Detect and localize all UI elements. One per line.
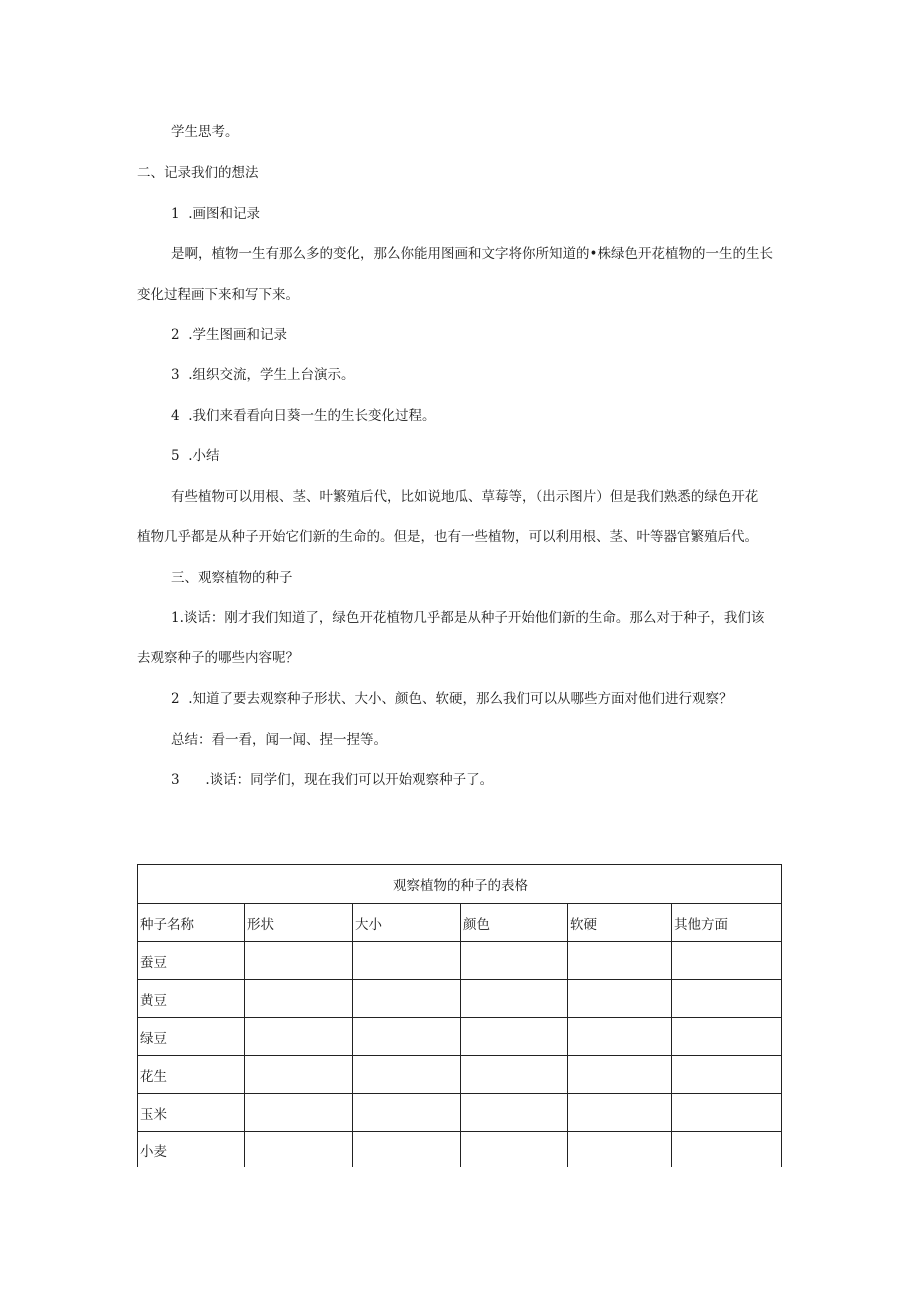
talk-3-number: 3 [171, 772, 180, 788]
heading-observe-seeds: 三、观察植物的种子 [171, 570, 293, 586]
empty-cell[interactable] [672, 1018, 782, 1056]
seed-observation-table [137, 864, 782, 1167]
table-row [138, 1094, 782, 1132]
empty-cell[interactable] [672, 942, 782, 980]
empty-cell[interactable] [568, 1018, 672, 1056]
paragraph-summary-line-2: 植物几乎都是从种子开始它们新的生命的。但是，也有一些植物，可以利用根、茎、叶等器官繁殖后代。 [137, 529, 758, 545]
talk-1-line-2: 去观察种子的哪些内容呢？ [137, 650, 299, 666]
step-5 [171, 447, 219, 465]
step-3-text: .组织交流，学生上台演示。 [188, 367, 355, 383]
step-4-number: 4 [171, 408, 180, 424]
step-2 [171, 326, 287, 344]
header-color: 颜色 [461, 904, 568, 942]
empty-cell[interactable] [672, 1132, 782, 1168]
empty-cell[interactable] [353, 1056, 461, 1094]
summary-line: 总结：看一看，闻一闻、捏一捏等。 [171, 732, 387, 748]
header-other: 其他方面 [672, 904, 782, 942]
empty-cell[interactable] [245, 1056, 353, 1094]
table-row [138, 942, 782, 980]
seed-name-cell: 花生 [138, 1056, 245, 1094]
empty-cell[interactable] [672, 1056, 782, 1094]
step-4-text: .我们来看看向日葵一生的生长变化过程。 [188, 408, 436, 424]
empty-cell[interactable] [568, 1094, 672, 1132]
talk-2-text: .知道了要去观察种子形状、大小、颜色、软硬，那么我们可以从哪些方面对他们进行观察？ [188, 691, 733, 707]
empty-cell[interactable] [245, 942, 353, 980]
step-3-number: 3 [171, 367, 180, 383]
paragraph-summary-line-1: 有些植物可以用根、茎、叶繁殖后代，比如说地瓜、草莓等，（出示图片）但是我们熟悉的绿色开花 [171, 489, 759, 505]
empty-cell[interactable] [672, 1094, 782, 1132]
seed-name-cell: 玉米 [138, 1094, 245, 1132]
table-row [138, 1132, 782, 1168]
empty-cell[interactable] [461, 942, 568, 980]
step-5-text: .小结 [188, 448, 220, 464]
empty-cell[interactable] [353, 1132, 461, 1168]
empty-cell[interactable] [461, 1094, 568, 1132]
empty-cell[interactable] [353, 942, 461, 980]
table-header-row [138, 904, 782, 942]
empty-cell[interactable] [245, 1132, 353, 1168]
header-seed-name: 种子名称 [138, 904, 245, 942]
empty-cell[interactable] [461, 980, 568, 1018]
paragraph-drawing-line-2: 变化过程画下来和写下来。 [137, 287, 299, 303]
step-1 [171, 205, 260, 223]
empty-cell[interactable] [245, 1018, 353, 1056]
step-4 [171, 407, 435, 425]
talk-2 [171, 690, 732, 708]
seed-name-cell: 绿豆 [138, 1018, 245, 1056]
empty-cell[interactable] [568, 1132, 672, 1168]
step-3 [171, 366, 354, 384]
talk-1-line-1: 1.谈话：刚才我们知道了，绿色开花植物几乎都是从种子开始他们新的生命。那么对于种子，我们该 [171, 610, 765, 626]
empty-cell[interactable] [568, 942, 672, 980]
paragraph-drawing-line-1: 是啊，植物一生有那么多的变化，那么你能用图画和文字将你所知道的•株绿色开花植物的一生的生长 [171, 246, 773, 262]
empty-cell[interactable] [568, 1056, 672, 1094]
empty-cell[interactable] [461, 1132, 568, 1168]
step-5-number: 5 [171, 448, 180, 464]
table-row [138, 1056, 782, 1094]
talk-2-number: 2 [171, 691, 180, 707]
paragraph-student-think: 学生思考。 [171, 124, 239, 140]
table-row [138, 980, 782, 1018]
table-title: 观察植物的种子的表格 [138, 865, 782, 904]
empty-cell[interactable] [353, 1094, 461, 1132]
step-1-number: 1 [171, 206, 180, 222]
header-hardness: 软硬 [568, 904, 672, 942]
seed-name-cell: 小麦 [138, 1132, 245, 1168]
seed-name-cell: 蚕豆 [138, 942, 245, 980]
seed-name-cell: 黄豆 [138, 980, 245, 1018]
empty-cell[interactable] [353, 1018, 461, 1056]
step-1-text: .画图和记录 [188, 206, 260, 222]
empty-cell[interactable] [461, 1056, 568, 1094]
empty-cell[interactable] [461, 1018, 568, 1056]
empty-cell[interactable] [353, 980, 461, 1018]
step-2-text: .学生图画和记录 [188, 327, 287, 343]
header-size: 大小 [353, 904, 461, 942]
empty-cell[interactable] [245, 980, 353, 1018]
empty-cell[interactable] [672, 980, 782, 1018]
talk-3-text: .谈话：同学们，现在我们可以开始观察种子了。 [205, 772, 494, 788]
empty-cell[interactable] [245, 1094, 353, 1132]
step-2-number: 2 [171, 327, 180, 343]
empty-cell[interactable] [568, 980, 672, 1018]
heading-record-ideas: 二、记录我们的想法 [137, 165, 259, 181]
header-shape: 形状 [245, 904, 353, 942]
table-row [138, 1018, 782, 1056]
talk-3 [171, 771, 493, 789]
